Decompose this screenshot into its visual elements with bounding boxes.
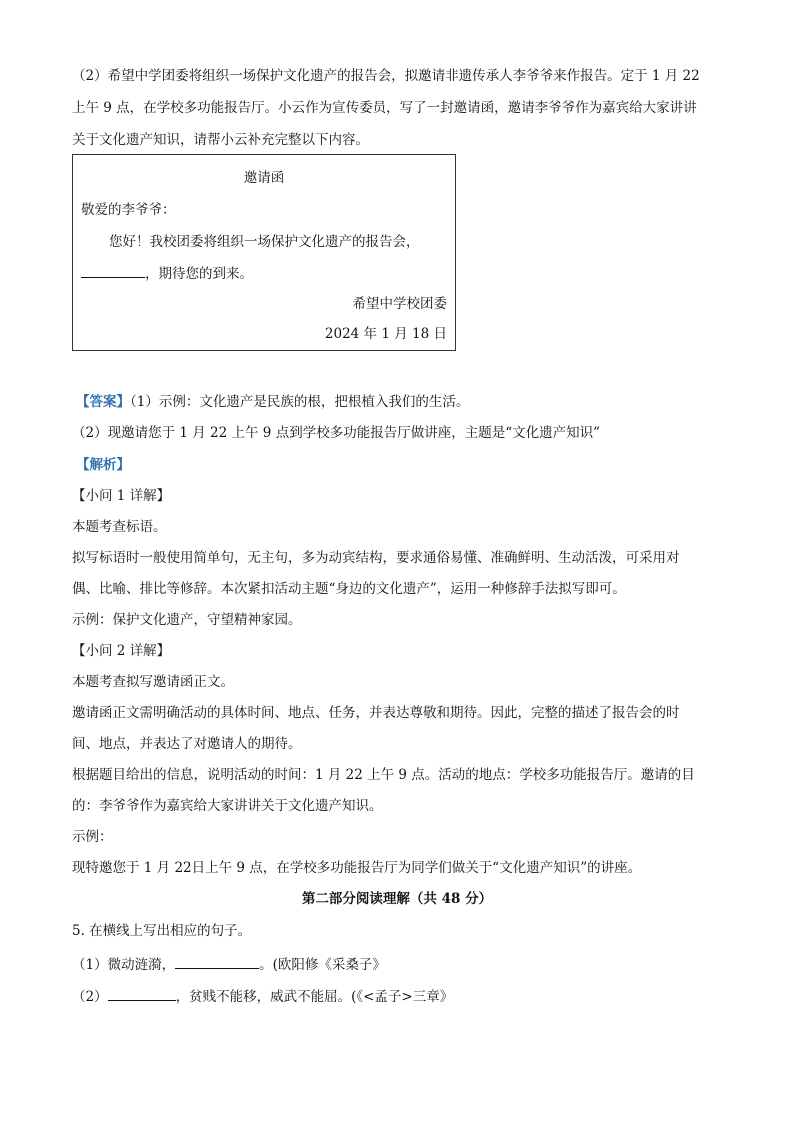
letter-body-line-2 (81, 263, 253, 283)
question-2-line-1: （2）希望中学团委将组织一场保护文化遗产的报告会，拟邀请非遗传承人李爷爷来作报告。定于 1 月 22 (72, 68, 700, 84)
sub-question-1-line-1: 本题考查标语。 (72, 519, 167, 535)
question-5-prompt: 5. 在横线上写出相应的句子。 (72, 923, 252, 939)
question-5-1-suffix: 。(欧阳修《采桑子》 (259, 957, 386, 973)
letter-salutation: 敬爱的李爷爷： (81, 202, 176, 218)
question-5-2-suffix: ，贫贱不能移，威武不能屈。(《<孟子>三章》 (175, 989, 454, 1005)
fill-in-blank[interactable] (108, 986, 176, 1001)
answer-label: 【答案】 (76, 394, 130, 410)
sub-question-1-title: 【小问 1 详解】 (72, 488, 171, 504)
sub-question-2-line-6: 示例： (72, 829, 113, 845)
question-2-line-2: 上午 9 点，在学校多功能报告厅。小云作为宣传委员，写了一封邀请函，邀请李爷爷作为嘉宾给大家讲讲 (72, 100, 697, 116)
letter-date: 2024 年 1 月 18 日 (324, 326, 447, 342)
sub-question-2-line-4: 根据题目给出的信息，说明活动的时间：1 月 22 上午 9 点。活动的地点：学校多功能报告厅。邀请的目 (72, 767, 695, 783)
question-5-2-prefix: （2） (72, 989, 108, 1005)
sub-question-2-line-1: 本题考查拟写邀请函正文。 (72, 674, 234, 690)
answer-1-text: （1）示例：文化遗产是民族的根，把根植入我们的生活。 (130, 394, 470, 410)
letter-signature: 希望中学校团委 (352, 296, 447, 312)
question-5-1 (72, 954, 386, 974)
sub-question-1-line-4: 示例：保护文化遗产，守望精神家园。 (72, 612, 302, 628)
question-5-2 (72, 986, 453, 1006)
sub-question-2-line-7: 现特邀您于 1 月 22日上午 9 点，在学校多功能报告厅为同学们做关于“文化遗产知识”的讲座。 (72, 860, 642, 876)
analysis-label: 【解析】 (76, 457, 130, 473)
sub-question-1-line-2: 拟写标语时一般使用简单句，无主句，多为动宾结构，要求通俗易懂、准确鲜明、生动活泼，可采用对 (72, 550, 680, 566)
answer-line-1 (76, 393, 469, 411)
question-5-1-prefix: （1）微动涟漪， (72, 957, 176, 973)
sub-question-2-line-2: 邀请函正文需明确活动的具体时间、地点、任务，并表达尊敬和期待。因此，完整的描述了报告会的时 (72, 705, 680, 721)
letter-title: 邀请函 (243, 170, 285, 186)
sub-question-2-line-5: 的：李爷爷作为嘉宾给大家讲讲关于文化遗产知识。 (72, 798, 383, 814)
invitation-letter-box (72, 154, 456, 351)
letter-body-suffix: ，期待您的到来。 (145, 266, 253, 282)
answer-line-2: （2）现邀请您于 1 月 22 上午 9 点到学校多功能报告厅做讲座，主题是“文化遗产知识” (72, 425, 600, 441)
letter-body-line-1: 您好！我校团委将组织一场保护文化遗产的报告会， (109, 234, 420, 250)
sub-question-1-line-3: 偶、比喻、排比等修辞。本次紧扣活动主题“身边的文化遗产”，运用一种修辞手法拟写即可。 (72, 581, 626, 597)
sub-question-2-line-3: 间、地点，并表达了对邀请人的期待。 (72, 736, 302, 752)
fill-in-blank[interactable] (175, 954, 259, 969)
question-2-line-3: 关于文化遗产知识，请帮小云补充完整以下内容。 (72, 132, 369, 148)
part-2-heading: 第二部分阅读理解（共 48 分） (301, 891, 493, 907)
sub-question-2-title: 【小问 2 详解】 (72, 643, 171, 659)
fill-in-blank[interactable] (81, 263, 145, 278)
